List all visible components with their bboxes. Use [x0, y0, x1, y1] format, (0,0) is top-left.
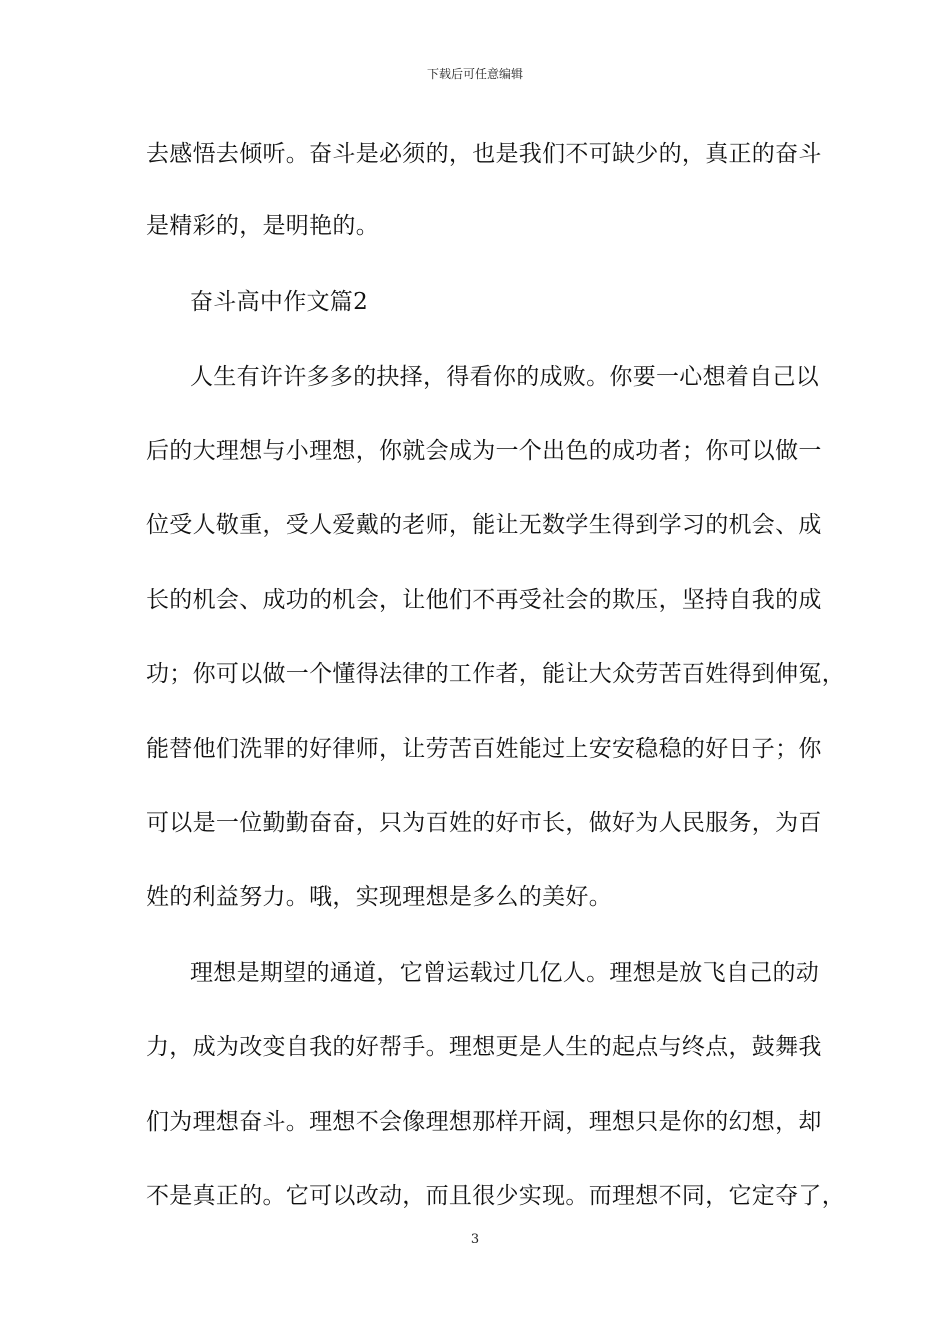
page-number: 3	[470, 1232, 480, 1247]
text-line: 能替他们洗罪的好律师，让劳苦百姓能过上安安稳稳的好日子；你	[146, 736, 822, 762]
text-line: 姓的利益努力。哦，实现理想是多么的美好。	[146, 884, 612, 910]
text-line: 理想是期望的通道，它曾运载过几亿人。理想是放飞自己的动	[190, 960, 820, 986]
section-heading: 奋斗高中作文篇2	[190, 289, 369, 315]
page-header: 下载后可任意编辑	[426, 67, 523, 81]
text-line: 不是真正的。它可以改动，而且很少实现。而理想不同，它定夺了，	[146, 1183, 845, 1209]
text-line: 功；你可以做一个懂得法律的工作者，能让大众劳苦百姓得到伸冤，	[146, 661, 845, 687]
text-line: 是精彩的，是明艳的。	[146, 213, 379, 239]
text-line: 力，成为改变自我的好帮手。理想更是人生的起点与终点，鼓舞我	[146, 1034, 822, 1060]
text-line: 后的大理想与小理想，你就会成为一个出色的成功者；你可以做一	[146, 438, 822, 464]
text-line: 们为理想奋斗。理想不会像理想那样开阔，理想只是你的幻想，却	[146, 1109, 822, 1135]
text-line: 可以是一位勤勤奋奋，只为百姓的好市长，做好为人民服务，为百	[146, 810, 822, 836]
text-line: 去感悟去倾听。奋斗是必须的，也是我们不可缺少的，真正的奋斗	[146, 141, 822, 167]
text-line: 位受人敬重，受人爱戴的老师，能让无数学生得到学习的机会、成	[146, 512, 822, 538]
text-line: 长的机会、成功的机会，让他们不再受社会的欺压，坚持自我的成	[146, 587, 822, 613]
text-line: 人生有许许多多的抉择，得看你的成败。你要一心想着自己以	[190, 364, 820, 390]
